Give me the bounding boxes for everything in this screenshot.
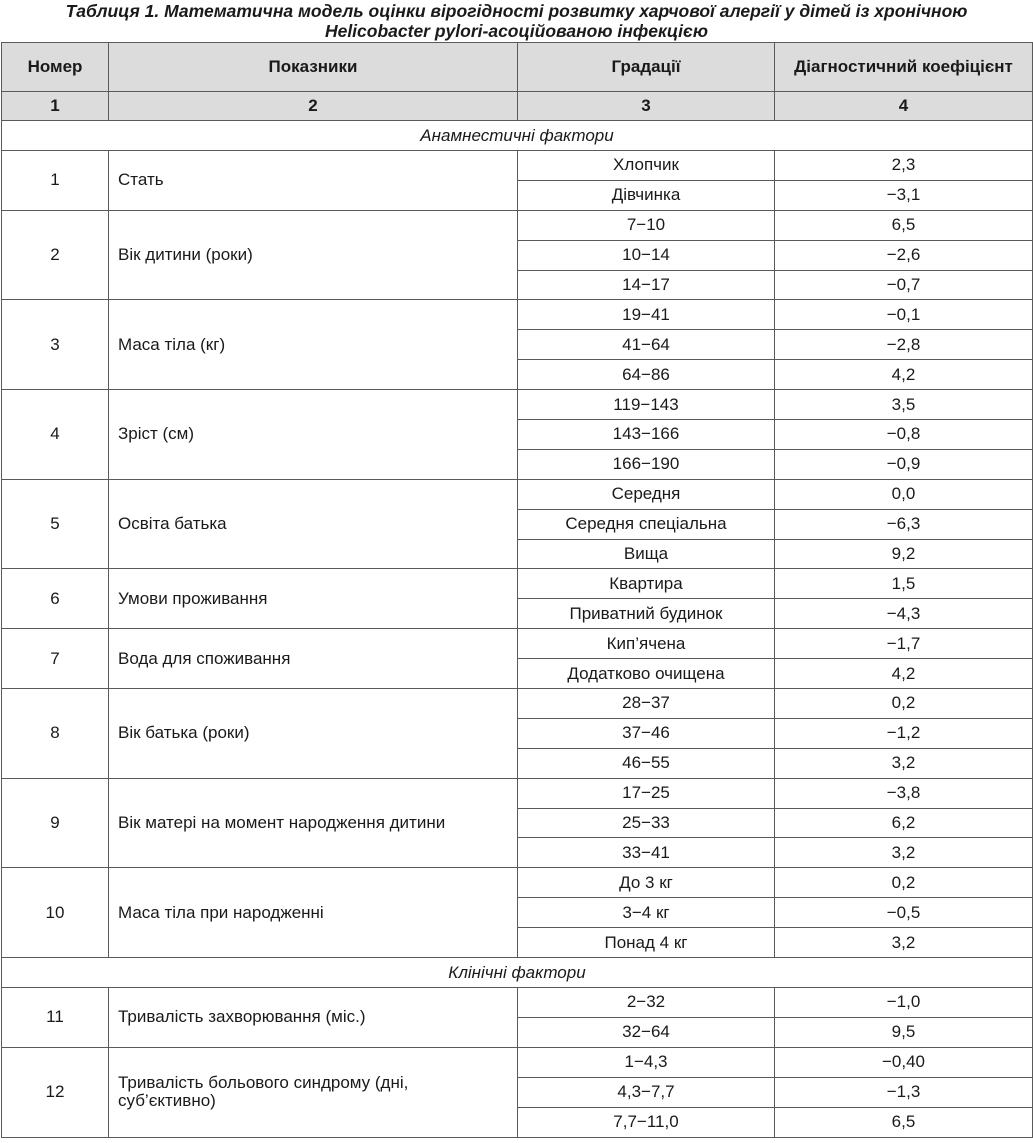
table-caption (0, 0, 1033, 42)
header-col-number-3: 3 (518, 92, 775, 121)
row-coefficient: 2,3 (775, 151, 1033, 181)
section-title: Анамнестичні фактори (2, 121, 1033, 151)
table-body (2, 121, 1033, 1138)
row-coefficient: −0,7 (775, 270, 1033, 300)
row-number: 4 (2, 390, 109, 480)
coefficients-table (1, 42, 1033, 1138)
row-coefficient: −0,1 (775, 300, 1033, 330)
header-diagnostic-coefficient: Діагностичний коефіцієнт (775, 43, 1033, 92)
row-grade: Хлопчик (518, 151, 775, 181)
row-coefficient: −1,0 (775, 988, 1033, 1018)
row-grade: Середня спеціальна (518, 509, 775, 539)
row-indicator: Тривалість больового синдрому (дні, суб’єктивно) (109, 1047, 518, 1137)
table-row (2, 479, 1033, 509)
row-number: 8 (2, 689, 109, 779)
header-col-number-1: 1 (2, 92, 109, 121)
row-grade: 64−86 (518, 360, 775, 390)
header-col-number-4: 4 (775, 92, 1033, 121)
row-coefficient: 3,2 (775, 928, 1033, 958)
row-coefficient: −6,3 (775, 509, 1033, 539)
row-number: 11 (2, 988, 109, 1048)
row-coefficient: −3,1 (775, 180, 1033, 210)
row-coefficient: 6,5 (775, 210, 1033, 240)
row-indicator: Маса тіла (кг) (109, 300, 518, 390)
caption-line-2: Helicobacter pylori-асоційованою інфекцією (324, 21, 709, 41)
row-coefficient: 0,0 (775, 479, 1033, 509)
row-grade: 2−32 (518, 988, 775, 1018)
row-number: 1 (2, 151, 109, 211)
row-coefficient: −1,3 (775, 1077, 1033, 1107)
row-number: 12 (2, 1047, 109, 1137)
row-coefficient: 1,5 (775, 569, 1033, 599)
row-grade: До 3 кг (518, 868, 775, 898)
row-indicator: Вік матері на момент народження дитини (109, 778, 518, 868)
row-coefficient: 3,5 (775, 390, 1033, 420)
row-grade: 33−41 (518, 838, 775, 868)
row-coefficient: 3,2 (775, 838, 1033, 868)
header-col-number-2: 2 (109, 92, 518, 121)
table-row (2, 569, 1033, 599)
row-number: 2 (2, 210, 109, 300)
row-grade: Квартира (518, 569, 775, 599)
row-grade: Вища (518, 539, 775, 569)
table-row (2, 689, 1033, 719)
row-coefficient: 9,5 (775, 1017, 1033, 1047)
row-coefficient: −2,8 (775, 330, 1033, 360)
row-coefficient: −3,8 (775, 778, 1033, 808)
table-row (2, 300, 1033, 330)
caption-line-1: Таблиця 1. Математична модель оцінки вірогідності розвитку харчової алергії у дітей із хронічною (65, 1, 968, 21)
row-coefficient: −4,3 (775, 599, 1033, 629)
row-coefficient: −0,5 (775, 898, 1033, 928)
row-grade: Дівчинка (518, 180, 775, 210)
row-grade: 119−143 (518, 390, 775, 420)
row-indicator: Умови проживання (109, 569, 518, 629)
row-grade: 25−33 (518, 808, 775, 838)
row-grade: 28−37 (518, 689, 775, 719)
row-grade: 46−55 (518, 748, 775, 778)
row-coefficient: 0,2 (775, 868, 1033, 898)
row-grade: Понад 4 кг (518, 928, 775, 958)
row-grade: 32−64 (518, 1017, 775, 1047)
table-row (2, 390, 1033, 420)
row-grade: 10−14 (518, 240, 775, 270)
row-grade: 7−10 (518, 210, 775, 240)
row-indicator: Стать (109, 151, 518, 211)
table-row (2, 151, 1033, 181)
table-row (2, 868, 1033, 898)
row-coefficient: 0,2 (775, 689, 1033, 719)
row-grade: 37−46 (518, 718, 775, 748)
row-grade: 19−41 (518, 300, 775, 330)
header-grades: Градації (518, 43, 775, 92)
section-title: Клінічні фактори (2, 958, 1033, 988)
row-indicator: Освіта батька (109, 479, 518, 569)
header-number: Номер (2, 43, 109, 92)
row-coefficient: 3,2 (775, 748, 1033, 778)
row-number: 6 (2, 569, 109, 629)
header-row-titles (2, 43, 1033, 92)
row-grade: 14−17 (518, 270, 775, 300)
row-coefficient: 4,2 (775, 659, 1033, 689)
row-coefficient: 6,2 (775, 808, 1033, 838)
table-row (2, 988, 1033, 1018)
row-grade: 4,3−7,7 (518, 1077, 775, 1107)
table-header (2, 43, 1033, 121)
row-grade: Додатково очищена (518, 659, 775, 689)
row-coefficient: −1,7 (775, 629, 1033, 659)
row-coefficient: −0,9 (775, 449, 1033, 479)
header-row-numbers (2, 92, 1033, 121)
row-grade: 143−166 (518, 420, 775, 450)
row-indicator: Маса тіла при народженні (109, 868, 518, 958)
row-coefficient: −1,2 (775, 718, 1033, 748)
row-grade: Кип’ячена (518, 629, 775, 659)
row-indicator: Вік дитини (роки) (109, 210, 518, 300)
row-indicator: Вода для споживання (109, 629, 518, 689)
row-indicator: Зріст (см) (109, 390, 518, 480)
row-indicator: Тривалість захворювання (міс.) (109, 988, 518, 1048)
row-coefficient: −0,40 (775, 1047, 1033, 1077)
row-number: 10 (2, 868, 109, 958)
row-coefficient: −2,6 (775, 240, 1033, 270)
row-number: 5 (2, 479, 109, 569)
row-coefficient: 9,2 (775, 539, 1033, 569)
row-grade: Середня (518, 479, 775, 509)
row-coefficient: 6,5 (775, 1107, 1033, 1137)
row-grade: Приватний будинок (518, 599, 775, 629)
row-coefficient: −0,8 (775, 420, 1033, 450)
table-row (2, 1047, 1033, 1077)
row-grade: 7,7−11,0 (518, 1107, 775, 1137)
row-number: 9 (2, 778, 109, 868)
row-grade: 3−4 кг (518, 898, 775, 928)
row-grade: 166−190 (518, 449, 775, 479)
header-indicators: Показники (109, 43, 518, 92)
section-row (2, 121, 1033, 151)
table-row (2, 210, 1033, 240)
row-number: 3 (2, 300, 109, 390)
row-grade: 41−64 (518, 330, 775, 360)
table-row (2, 629, 1033, 659)
row-grade: 1−4,3 (518, 1047, 775, 1077)
row-coefficient: 4,2 (775, 360, 1033, 390)
table-row (2, 778, 1033, 808)
row-indicator: Вік батька (роки) (109, 689, 518, 779)
section-row (2, 958, 1033, 988)
row-number: 7 (2, 629, 109, 689)
row-grade: 17−25 (518, 778, 775, 808)
